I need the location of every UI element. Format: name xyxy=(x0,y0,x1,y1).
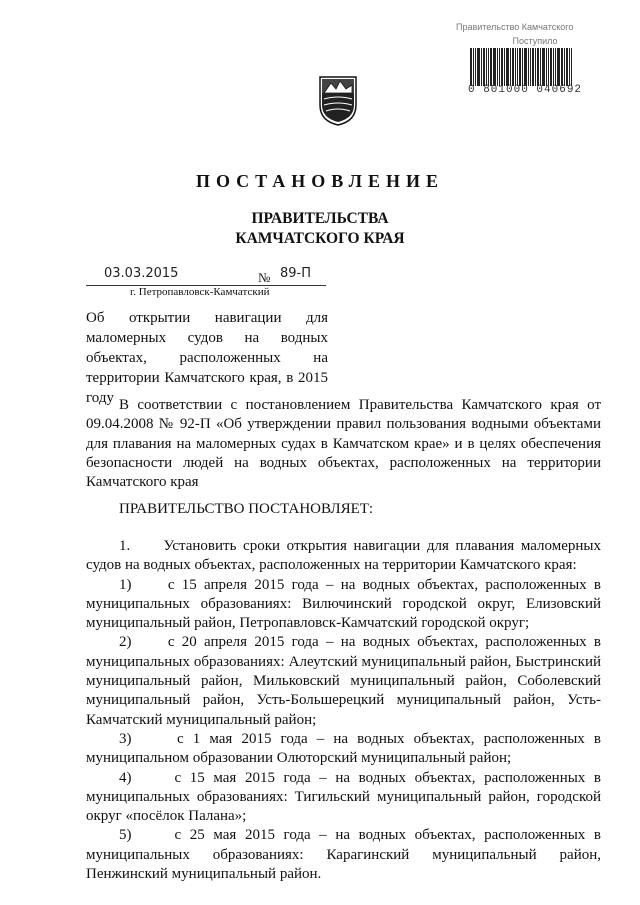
issuer-line-1: ПРАВИТЕЛЬСТВА xyxy=(251,210,389,227)
barcode-bar xyxy=(530,48,531,86)
barcode-bar xyxy=(501,48,503,86)
barcode-bar xyxy=(528,48,529,86)
barcode-bar xyxy=(561,48,563,86)
barcode-bar xyxy=(524,48,527,86)
barcode-bar xyxy=(540,48,541,86)
city-label: г. Петропавловск-Камчатский xyxy=(130,286,270,298)
barcode-bar xyxy=(555,48,556,86)
barcode-bar xyxy=(564,48,565,86)
barcode-bar xyxy=(548,48,549,86)
barcode-bar xyxy=(515,48,516,86)
resolve-heading: ПРАВИТЕЛЬСТВО ПОСТАНОВЛЯЕТ: xyxy=(119,501,374,517)
barcode-bar xyxy=(566,48,568,86)
barcode-bar xyxy=(542,48,545,86)
document-date: 03.03.2015 xyxy=(104,266,179,281)
barcode-bar xyxy=(550,48,552,86)
barcode-bar xyxy=(569,48,570,86)
item-1-5: 5) с 25 мая 2015 года – на водных объектах, расположенных в муниципальных образованиях: Карагинский муниципальный район, Пенжинский муниципальный район. xyxy=(86,827,601,883)
items-list xyxy=(86,537,601,884)
coat-of-arms-emblem xyxy=(318,75,358,132)
barcode-bar xyxy=(546,48,547,86)
item-1-2: 2) с 20 апреля 2015 года – на водных объектах, расположенных в муниципальных образованиях: Алеутский муниципальный район, Быстринский муниципальный район, Мильковский муниципальный район, Соболевский муниципальный район, Усть-Большерецкий муниципальный район, Усть-Камчатский муниципальный район; xyxy=(86,634,601,728)
preamble-paragraph: В соответствии с постановлением Правительства Камчатского края от 09.04.2008 № 92-П «Об утверждении правил пользования водными объектами для плавания на маломерных судах в Камчатском крае» и в целях обеспечения безопасности людей на водных объектах, расположенных на территории Камчатского края xyxy=(86,397,601,491)
barcode xyxy=(470,36,600,86)
document-type-title: ПОСТАНОВЛЕНИЕ xyxy=(195,171,445,191)
barcode-number: 0 801000 040692 xyxy=(468,84,583,96)
barcode-bar xyxy=(506,48,509,86)
barcode-bar xyxy=(517,48,518,86)
barcode-bar xyxy=(535,48,536,86)
item-1-3: 3) с 1 мая 2015 года – на водных объектах, расположенных в муниципальном образовании Олюторский муниципальный район; xyxy=(86,730,601,767)
number-sign: № xyxy=(258,270,271,285)
barcode-bar xyxy=(512,48,514,86)
barcode-bar xyxy=(490,48,492,86)
barcode-bar xyxy=(519,48,521,86)
issuer-line-2: КАМЧАТСКОГО КРАЯ xyxy=(235,230,405,247)
stamp-line-2: Поступило xyxy=(512,36,558,46)
barcode-bar xyxy=(557,48,560,86)
barcode-bar xyxy=(477,48,480,86)
barcode-bar xyxy=(499,48,500,86)
item-1-4: 4) с 15 мая 2015 года – на водных объектах, расположенных в муниципальных образованиях: Тигильский муниципальный район, городской округ «посёлок Палана»; xyxy=(86,769,601,825)
barcode-bar xyxy=(481,48,482,86)
barcode-bar xyxy=(522,48,523,86)
barcode-bar xyxy=(483,48,485,86)
barcode-bar xyxy=(537,48,539,86)
barcode-bar xyxy=(497,48,498,86)
document-subject: Об открытии навигации для маломерных судов на водных объектах, расположенных на территории Камчатского края, в 2015 году xyxy=(86,310,328,406)
barcode-bar xyxy=(504,48,505,86)
barcode-bar xyxy=(488,48,489,86)
barcode-bar xyxy=(571,48,572,86)
barcode-bar xyxy=(510,48,511,86)
barcode-bar xyxy=(532,48,534,86)
document-number: 89-П xyxy=(280,266,312,281)
barcode-bars xyxy=(470,48,600,86)
barcode-bar xyxy=(475,48,476,86)
barcode-bar xyxy=(470,48,472,86)
barcode-bar xyxy=(473,48,474,86)
stamp-line-1: Правительство Камчатского xyxy=(456,22,574,32)
barcode-bar xyxy=(486,48,487,86)
item-1: 1. Установить сроки открытия навигации для плавания маломерных судов на водных объектах, расположенных на территории Камчатского края: xyxy=(86,538,601,574)
barcode-bar xyxy=(553,48,554,86)
item-1-1: 1) с 15 апреля 2015 года – на водных объектах, расположенных в муниципальных образованиях: Вилючинский городской округ, Елизовский муниципальный район, Петропавловск-Камчатский городской округ; xyxy=(86,576,601,632)
barcode-bar xyxy=(493,48,496,86)
